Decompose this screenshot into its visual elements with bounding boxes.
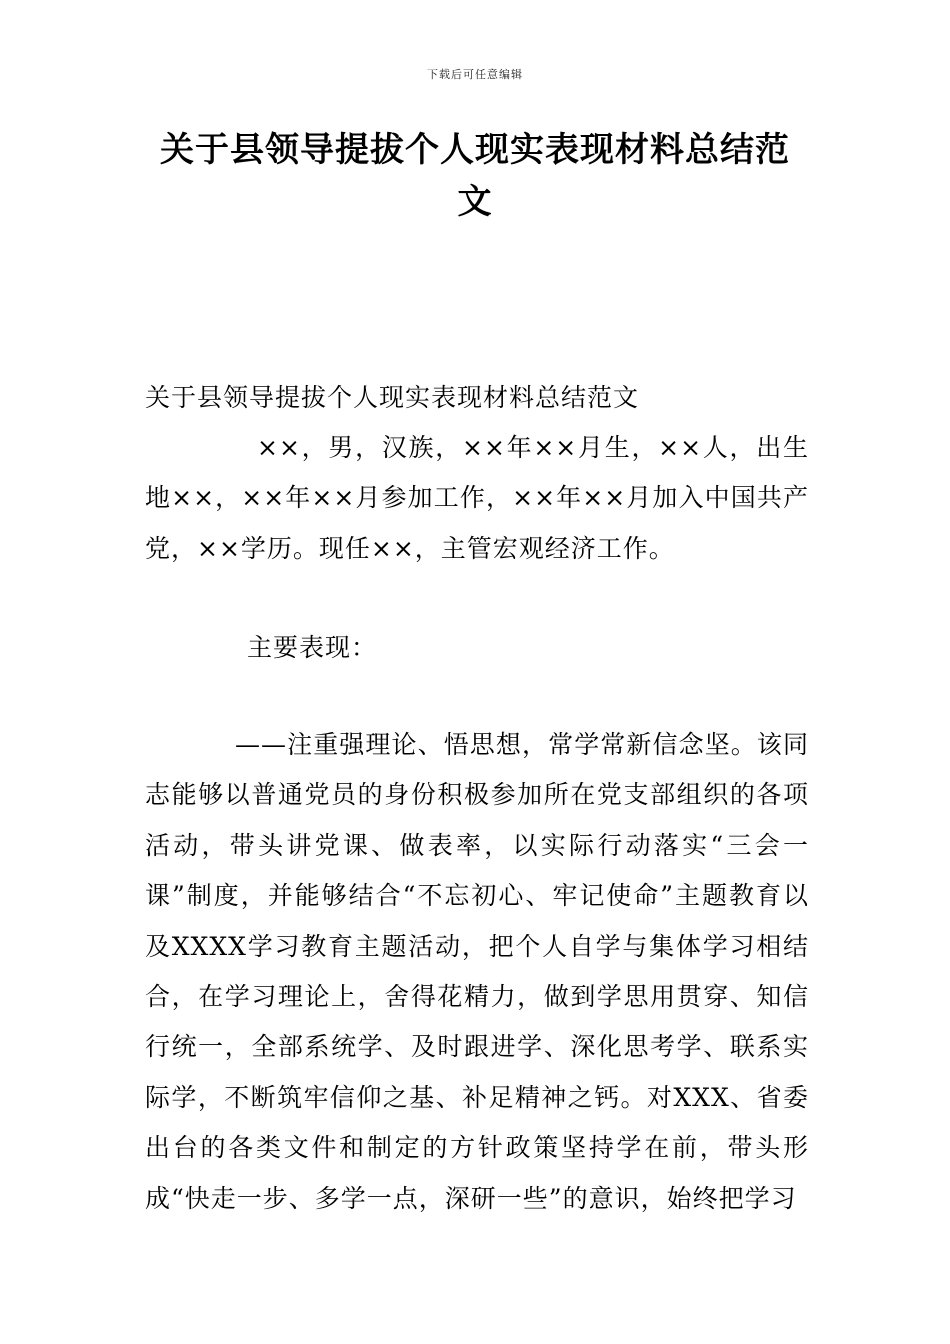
- document-subtitle: 关于县领导提拔个人现实表现材料总结范文: [145, 383, 640, 412]
- paragraph-section-heading: 主要表现：: [247, 633, 378, 662]
- paragraph-personal-info: ××，男，汉族，××年××月生，××人，出生地××，××年××月参加工作，××年××月加入中国共产党，××学历。现任××，主管宏观经济工作。: [145, 433, 809, 563]
- paragraph-theory-study: ——注重强理论、悟思想，常学常新信念坚。该同志能够以普通党员的身份积极参加所在党支部组织的各项活动，带头讲党课、做表率，以实际行动落实“三会一课”制度，并能够结合“不忘初心、牢记使命”主题教育以及XXXX学习教育主题活动，把个人自学与集体学习相结合，在学习理论上，舍得花精力，做到学思用贯穿、知信行统一，全部系统学、及时跟进学、深化思考学、联系实际学，不断筑牢信仰之基、补足精神之钙。对XXX、省委出台的各类文件和制定的方针政策坚持学在前，带头形成“快走一步、多学一点，深研一些”的意识，始终把学习: [145, 730, 809, 1213]
- page-header-note: 下载后可任意编辑: [427, 68, 523, 81]
- document-title: 关于县领导提拔个人现实表现材料总结范文: [160, 130, 790, 222]
